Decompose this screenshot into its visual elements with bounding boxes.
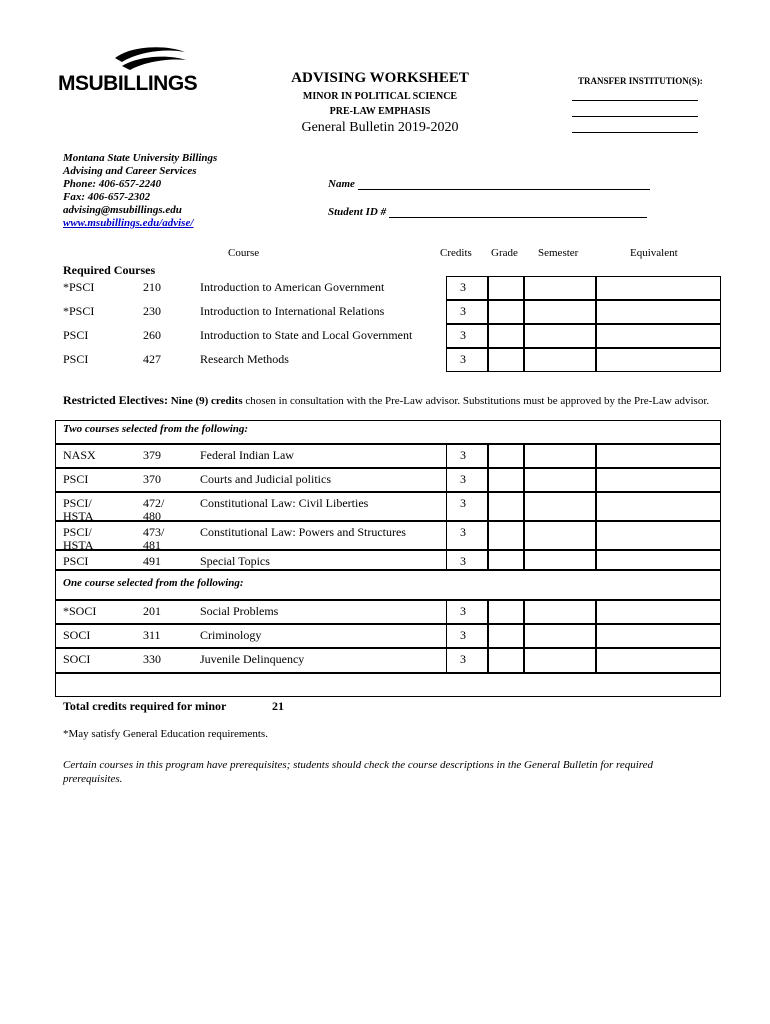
grade-cell[interactable]	[488, 468, 524, 492]
grade-cell[interactable]	[488, 624, 524, 648]
col-grade: Grade	[491, 247, 518, 259]
contact-email: advising@msubillings.edu	[63, 204, 182, 216]
total-credits-value: 21	[272, 699, 284, 713]
name-line[interactable]	[358, 178, 650, 190]
course-credits: 3	[460, 554, 466, 568]
course-number: 491	[143, 554, 161, 568]
credits-cell[interactable]	[446, 468, 488, 492]
grade-cell[interactable]	[488, 348, 524, 372]
course-number-alt: 481	[143, 538, 161, 552]
grade-cell[interactable]	[488, 521, 524, 550]
course-number: 370	[143, 472, 161, 486]
course-credits: 3	[460, 304, 466, 318]
equivalent-cell[interactable]	[596, 624, 721, 648]
equivalent-cell[interactable]	[596, 550, 721, 570]
course-subject: *PSCI	[63, 280, 95, 294]
credits-cell[interactable]	[446, 600, 488, 624]
course-number: 379	[143, 448, 161, 462]
grade-cell[interactable]	[488, 550, 524, 570]
blank-row[interactable]	[55, 673, 721, 697]
col-credits: Credits	[440, 247, 472, 259]
course-name: Introduction to American Government	[200, 280, 385, 294]
grade-cell[interactable]	[488, 444, 524, 468]
course-number: 473/	[143, 525, 165, 539]
course-subject: PSCI/	[63, 496, 92, 510]
student-id-line[interactable]	[389, 206, 647, 218]
equivalent-cell[interactable]	[596, 276, 721, 300]
semester-cell[interactable]	[524, 492, 596, 521]
course-number-alt: 480	[143, 509, 161, 523]
equivalent-cell[interactable]	[596, 300, 721, 324]
restricted-electives-desc: chosen in consultation with the Pre-Law advisor. Substitutions must be approved by the Pre-Law advisor.	[242, 395, 710, 407]
course-credits: 3	[460, 280, 466, 294]
required-courses-title: Required Courses	[63, 263, 156, 277]
course-subject: SOCI	[63, 628, 91, 642]
course-credits: 3	[460, 496, 466, 510]
course-subject: SOCI	[63, 652, 91, 666]
name-field[interactable]	[328, 178, 650, 190]
course-name: Introduction to State and Local Government	[200, 328, 413, 342]
course-credits: 3	[460, 448, 466, 462]
restricted-electives-note	[63, 394, 723, 408]
equivalent-cell[interactable]	[596, 468, 721, 492]
col-semester: Semester	[538, 247, 579, 259]
course-subject: PSCI	[63, 472, 89, 486]
credits-cell[interactable]	[446, 444, 488, 468]
grade-cell[interactable]	[488, 276, 524, 300]
course-name: Juvenile Delinquency	[200, 652, 305, 666]
equivalent-cell[interactable]	[596, 521, 721, 550]
course-subject: PSCI	[63, 352, 89, 366]
credits-cell[interactable]	[446, 492, 488, 521]
course-subject-alt: HSTA	[63, 538, 94, 552]
credits-cell[interactable]	[446, 300, 488, 324]
course-credits: 3	[460, 352, 466, 366]
credits-cell[interactable]	[446, 348, 488, 372]
grade-cell[interactable]	[488, 300, 524, 324]
credits-cell[interactable]	[446, 550, 488, 570]
course-name: Introduction to International Relations	[200, 304, 385, 318]
course-credits: 3	[460, 525, 466, 539]
semester-cell[interactable]	[524, 468, 596, 492]
restricted-electives-credits: Nine (9) credits	[170, 395, 243, 407]
course-credits: 3	[460, 328, 466, 342]
course-credits: 3	[460, 604, 466, 618]
worksheet-subtitle-emphasis: PRE-LAW EMPHASIS	[329, 106, 431, 117]
credits-cell[interactable]	[446, 276, 488, 300]
student-id-field[interactable]	[328, 206, 647, 218]
credits-cell[interactable]	[446, 521, 488, 550]
logo-swoosh-icon	[110, 44, 190, 74]
transfer-label: TRANSFER INSTITUTION(S):	[578, 76, 703, 86]
credits-cell[interactable]	[446, 648, 488, 673]
course-credits: 3	[460, 652, 466, 666]
msu-billings-logo	[58, 44, 218, 96]
course-name: Special Topics	[200, 554, 270, 568]
course-number: 230	[143, 304, 161, 318]
course-name: Research Methods	[200, 352, 289, 366]
course-number: 201	[143, 604, 161, 618]
transfer-line-2[interactable]	[572, 116, 698, 117]
course-name: Constitutional Law: Powers and Structures	[200, 525, 406, 539]
semester-cell[interactable]	[524, 521, 596, 550]
semester-cell[interactable]	[524, 648, 596, 673]
equivalent-cell[interactable]	[596, 600, 721, 624]
transfer-line-3[interactable]	[572, 132, 698, 133]
logo-text: MSUBILLINGS	[58, 72, 198, 95]
course-name: Criminology	[200, 628, 262, 642]
equivalent-cell[interactable]	[596, 348, 721, 372]
col-equivalent: Equivalent	[630, 247, 678, 259]
worksheet-subtitle-minor: MINOR IN POLITICAL SCIENCE	[302, 91, 458, 102]
course-number: 472/	[143, 496, 165, 510]
equivalent-cell[interactable]	[596, 492, 721, 521]
name-label: Name	[328, 178, 355, 190]
equivalent-cell[interactable]	[596, 648, 721, 673]
course-name: Federal Indian Law	[200, 448, 294, 462]
course-subject: PSCI/	[63, 525, 92, 539]
semester-cell[interactable]	[524, 348, 596, 372]
grade-cell[interactable]	[488, 492, 524, 521]
course-number: 260	[143, 328, 161, 342]
course-number: 330	[143, 652, 161, 666]
course-subject: *PSCI	[63, 304, 95, 318]
equivalent-cell[interactable]	[596, 444, 721, 468]
semester-cell[interactable]	[524, 550, 596, 570]
grade-cell[interactable]	[488, 600, 524, 624]
contact-dept: Advising and Career Services	[63, 165, 197, 177]
semester-cell[interactable]	[524, 444, 596, 468]
contact-block	[63, 152, 217, 230]
group1-title: Two courses selected from the following:	[63, 423, 249, 435]
course-name: Social Problems	[200, 604, 279, 618]
contact-org: Montana State University Billings	[63, 152, 218, 164]
semester-cell[interactable]	[524, 624, 596, 648]
contact-phone: Phone: 406-657-2240	[63, 178, 162, 190]
course-number: 427	[143, 352, 161, 366]
equivalent-cell[interactable]	[596, 324, 721, 348]
course-credits: 3	[460, 472, 466, 486]
group2-title: One course selected from the following:	[63, 577, 244, 589]
semester-cell[interactable]	[524, 300, 596, 324]
course-number: 311	[143, 628, 161, 642]
course-subject: PSCI	[63, 554, 89, 568]
gened-note: *May satisfy General Education requirements.	[63, 728, 268, 740]
course-subject: *SOCI	[63, 604, 97, 618]
credits-cell[interactable]	[446, 624, 488, 648]
worksheet-title: ADVISING WORKSHEET	[291, 70, 469, 86]
transfer-line-1[interactable]	[572, 100, 698, 101]
course-subject: PSCI	[63, 328, 89, 342]
semester-cell[interactable]	[524, 600, 596, 624]
restricted-electives-title: Restricted Electives:	[63, 393, 168, 407]
col-course: Course	[228, 247, 260, 259]
prereq-note: Certain courses in this program have prerequisites; students should check the course descriptions in the General Bulletin for required prerequisites.	[63, 759, 654, 785]
grade-cell[interactable]	[488, 324, 524, 348]
contact-fax: Fax: 406-657-2302	[63, 191, 151, 203]
course-subject-alt: HSTA	[63, 509, 94, 523]
student-id-label: Student ID #	[328, 206, 387, 218]
semester-cell[interactable]	[524, 324, 596, 348]
course-number: 210	[143, 280, 161, 294]
contact-url-link[interactable]: www.msubillings.edu/advise/	[63, 217, 194, 229]
grade-cell[interactable]	[488, 648, 524, 673]
bulletin-year: General Bulletin 2019-2020	[301, 120, 459, 135]
course-name: Constitutional Law: Civil Liberties	[200, 496, 369, 510]
total-credits-label: Total credits required for minor	[63, 699, 227, 713]
course-name: Courts and Judicial politics	[200, 472, 331, 486]
course-subject: NASX	[63, 448, 96, 462]
semester-cell[interactable]	[524, 276, 596, 300]
credits-cell[interactable]	[446, 324, 488, 348]
course-credits: 3	[460, 628, 466, 642]
